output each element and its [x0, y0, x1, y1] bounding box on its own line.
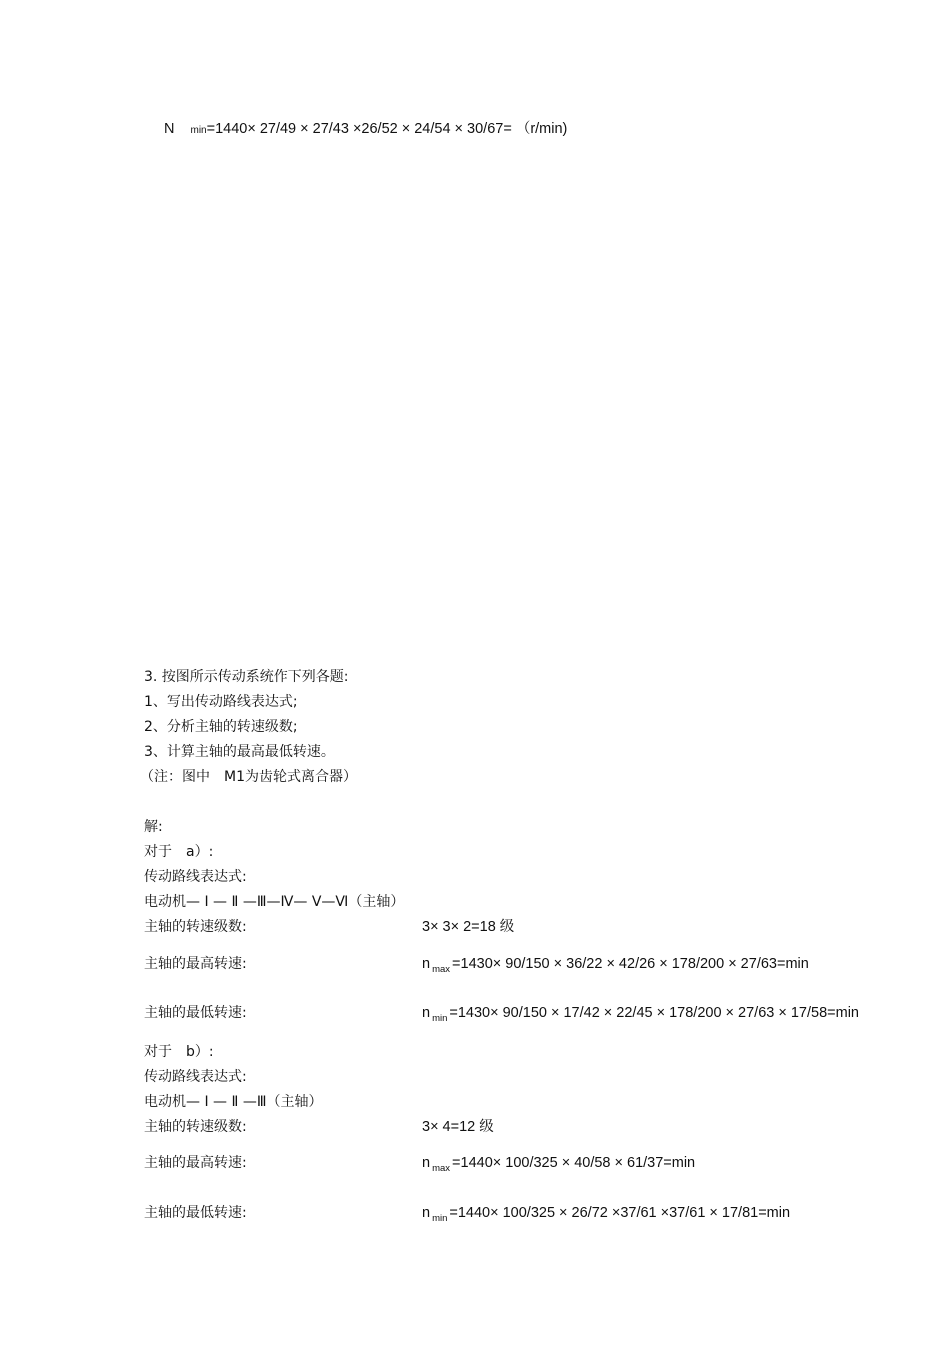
max-subscript: max	[432, 964, 451, 975]
min-subscript: min	[432, 1213, 448, 1224]
part-b-levels-label: 主轴的转速级数:	[144, 1119, 247, 1135]
part-b-heading: 对于 b）:	[144, 1044, 214, 1060]
formula-expression: =1440× 27/49 × 27/43 ×26/52 × 24/54 × 30/67= （r/min)	[206, 121, 568, 137]
part-a-levels-label: 主轴的转速级数:	[144, 919, 247, 935]
part-b-route-label: 传动路线表达式:	[144, 1069, 247, 1085]
part-b-levels	[144, 1118, 844, 1136]
part-b-min-formula	[422, 1204, 790, 1224]
max-variable: n	[422, 1155, 431, 1171]
part-b-levels-value: 3× 4=12 级	[422, 1119, 494, 1135]
max-variable: n	[422, 956, 431, 972]
question-item-3: 3、计算主轴的最高最低转速。	[144, 744, 335, 760]
answer-heading: 解:	[144, 819, 163, 835]
part-b-min	[144, 1204, 864, 1228]
max-expression: =1440× 100/325 × 40/58 × 61/37=min	[452, 1155, 696, 1171]
top-formula	[164, 120, 567, 140]
part-a-levels-value: 3× 3× 2=18 级	[422, 919, 515, 935]
part-a-levels	[144, 918, 844, 936]
min-variable: n	[422, 1005, 431, 1021]
part-a-min-formula	[422, 1004, 859, 1024]
part-a-min	[144, 1004, 904, 1028]
formula-variable: N	[164, 121, 175, 137]
part-a-heading: 对于 a）:	[144, 844, 214, 860]
min-expression: =1440× 100/325 × 26/72 ×37/61 ×37/61 × 17/81=min	[449, 1205, 791, 1221]
formula-subscript: min	[190, 125, 207, 136]
min-variable: n	[422, 1205, 431, 1221]
part-a-route: 电动机— Ⅰ — Ⅱ —Ⅲ—Ⅳ— Ⅴ—Ⅵ（主轴）	[144, 894, 405, 910]
question-title: 3. 按图所示传动系统作下列各题:	[144, 669, 349, 685]
part-b-max-formula	[422, 1154, 695, 1174]
min-subscript: min	[432, 1013, 448, 1024]
part-b-max	[144, 1154, 844, 1178]
question-item-1: 1、写出传动路线表达式;	[144, 694, 298, 710]
part-a-route-label: 传动路线表达式:	[144, 869, 247, 885]
question-item-2: 2、分析主轴的转速级数;	[144, 719, 298, 735]
part-a-min-label: 主轴的最低转速:	[144, 1005, 247, 1021]
part-a-max-label: 主轴的最高转速:	[144, 956, 247, 972]
part-a-max	[144, 955, 864, 979]
part-a-max-formula	[422, 955, 809, 975]
min-expression: =1430× 90/150 × 17/42 × 22/45 × 178/200 × 27/63 × 17/58=min	[449, 1005, 859, 1021]
max-expression: =1430× 90/150 × 36/22 × 42/26 × 178/200 × 27/63=min	[452, 956, 809, 972]
part-b-route: 电动机— Ⅰ — Ⅱ —Ⅲ（主轴）	[144, 1094, 323, 1110]
part-b-min-label: 主轴的最低转速:	[144, 1205, 247, 1221]
question-note: （注：图中 M1为齿轮式离合器）	[140, 769, 357, 785]
part-b-max-label: 主轴的最高转速:	[144, 1155, 247, 1171]
max-subscript: max	[432, 1163, 451, 1174]
